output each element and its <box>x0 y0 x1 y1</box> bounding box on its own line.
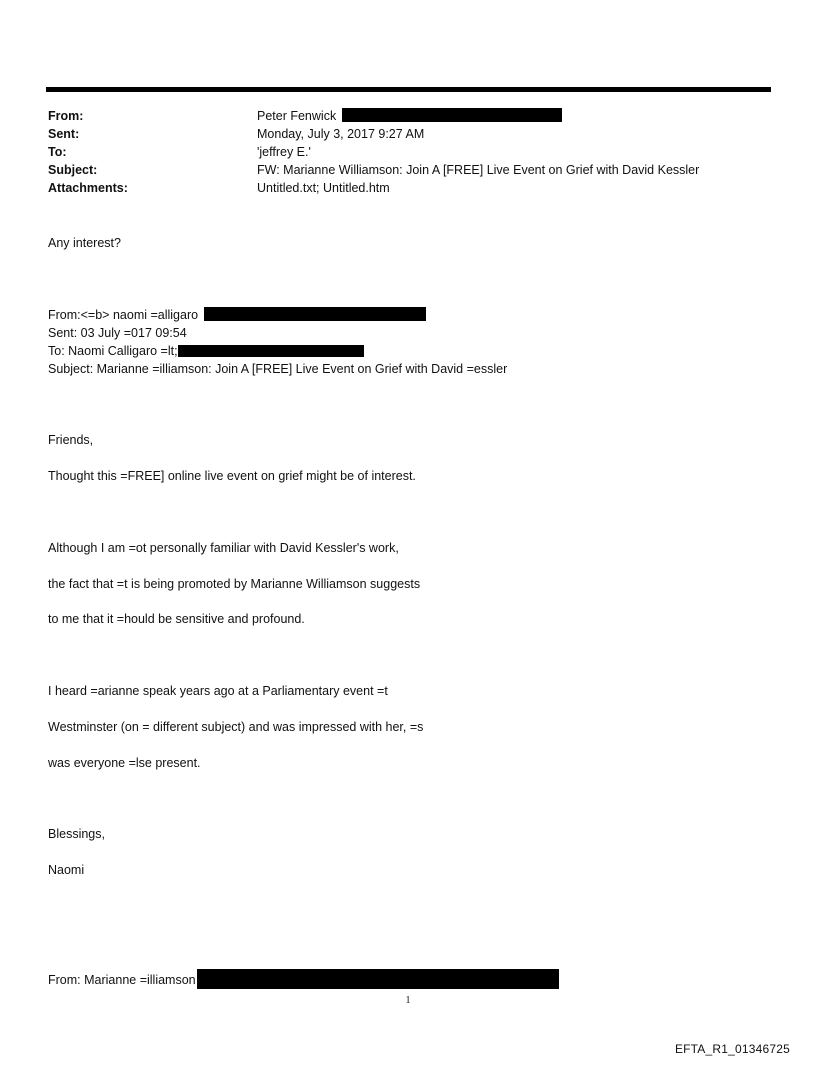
intro-text: Any interest? <box>48 236 121 250</box>
from-label: From: <box>48 109 84 123</box>
signature-text: Naomi <box>48 863 85 877</box>
fwd-to-line <box>48 342 364 360</box>
closing-text: Blessings, <box>48 827 105 841</box>
redaction-bar <box>197 969 559 989</box>
next-from-text: From: Marianne =illiamson <box>48 973 196 987</box>
bates-stamp: EFTA_R1_01346725 <box>674 1042 790 1056</box>
fwd-subject-line: Subject: Marianne =illiamson: Join A [FREE] Live Event on Grief with David =essler <box>48 362 508 376</box>
paragraph-2-line-3: to me that it =hould be sensitive and profound. <box>48 612 305 626</box>
sent-label: Sent: <box>48 127 80 141</box>
paragraph-3-line-2: Westminster (on = different subject) and was impressed with her, =s <box>48 720 424 734</box>
paragraph-3-line-1: I heard =arianne speak years ago at a Parliamentary event =t <box>48 684 388 698</box>
redaction-bar <box>342 108 562 122</box>
fwd-to-text: To: Naomi Calligaro =lt; <box>48 344 178 358</box>
subject-value: FW: Marianne Williamson: Join A [FREE] Live Event on Grief with David Kessler <box>257 163 700 177</box>
subject-label: Subject: <box>48 163 98 177</box>
redaction-bar <box>178 345 364 357</box>
from-name: Peter Fenwick <box>257 109 337 123</box>
paragraph-2-line-2: the fact that =t is being promoted by Marianne Williamson suggests <box>48 577 421 591</box>
next-from-line <box>48 969 559 989</box>
header-rule <box>46 87 771 92</box>
from-value <box>257 107 562 125</box>
attachments-value: Untitled.txt; Untitled.htm <box>257 181 390 195</box>
redaction-bar <box>204 307 426 321</box>
paragraph-1: Thought this =FREE] online live event on grief might be of interest. <box>48 469 416 483</box>
page-number: 1 <box>405 995 411 1006</box>
to-value: 'jeffrey E.' <box>257 145 311 159</box>
fwd-sent-line: Sent: 03 July =017 09:54 <box>48 326 187 340</box>
paragraph-3-line-3: was everyone =lse present. <box>48 756 201 770</box>
paragraph-2-line-1: Although I am =ot personally familiar with David Kessler's work, <box>48 541 399 555</box>
to-label: To: <box>48 145 67 159</box>
fwd-from-text: From:<=b> naomi =alligaro <box>48 308 199 322</box>
sent-value: Monday, July 3, 2017 9:27 AM <box>257 127 425 141</box>
fwd-from-line <box>48 306 426 324</box>
greeting-text: Friends, <box>48 433 94 447</box>
attachments-label: Attachments: <box>48 181 128 195</box>
